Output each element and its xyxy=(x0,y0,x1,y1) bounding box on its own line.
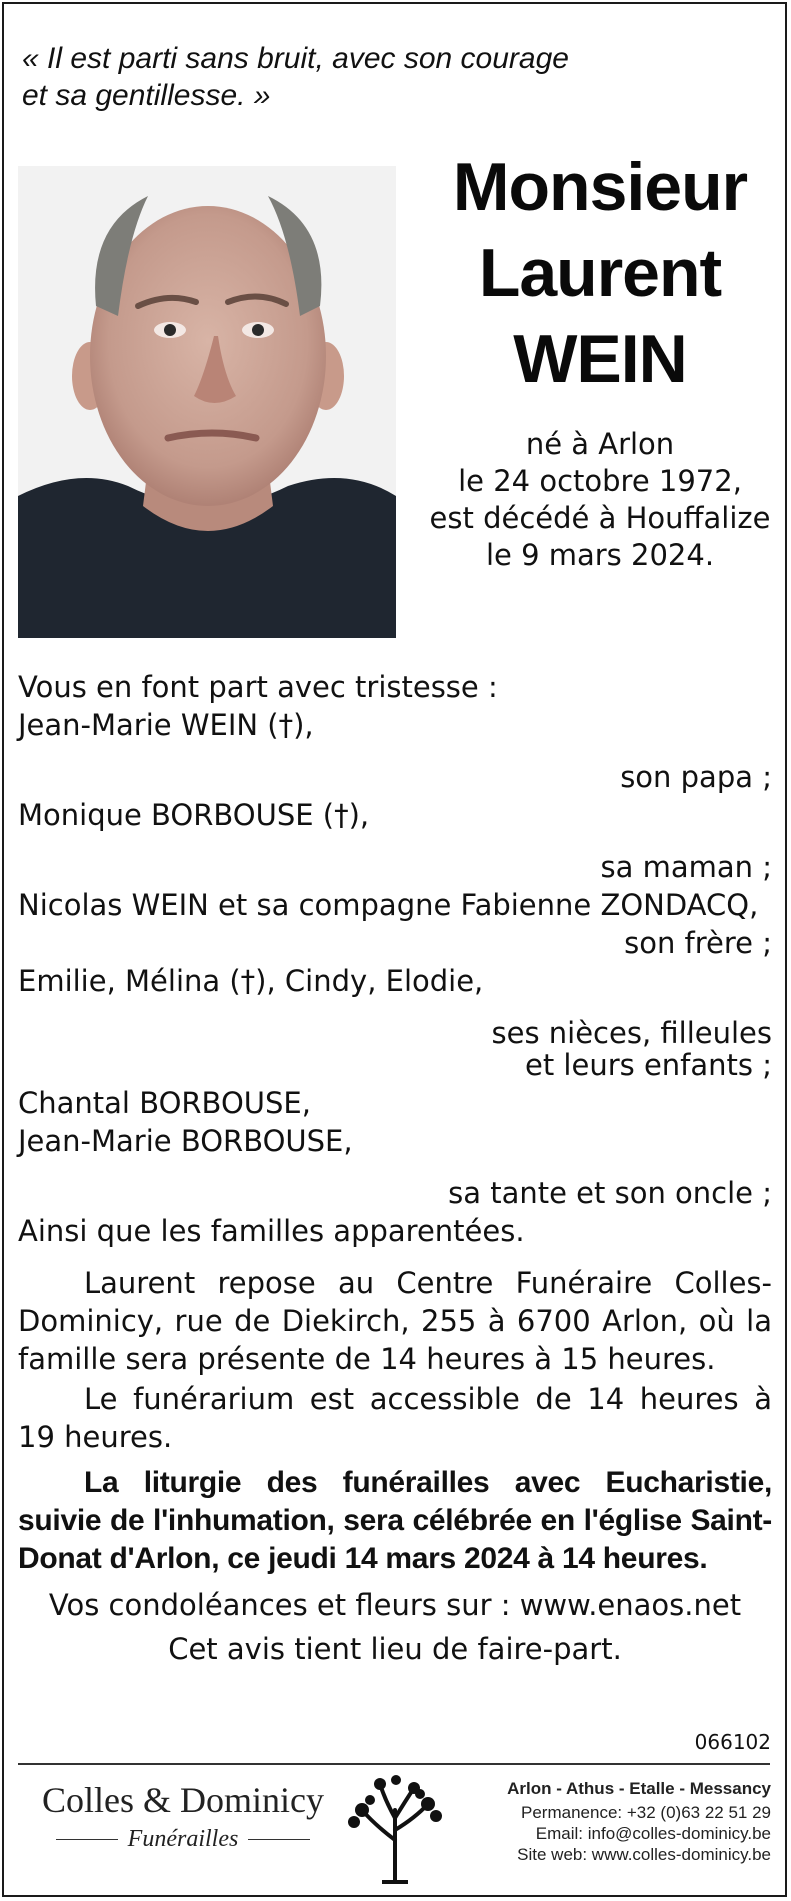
epitaph-quote: « Il est parti sans bruit, avec son courage et sa gentillesse. » xyxy=(22,42,569,112)
email-line: Email: info@colles-dominicy.be xyxy=(535,1824,771,1843)
name-title: Monsieur xyxy=(452,149,748,225)
family-member: Chantal BORBOUSE, xyxy=(18,1086,311,1120)
family-member: Jean-Marie WEIN (†), xyxy=(18,708,314,742)
family-member: Jean-Marie BORBOUSE, xyxy=(18,1124,353,1158)
family-relation: son frère ; xyxy=(624,926,772,960)
brand-name: Colles & Dominicy xyxy=(42,1780,324,1820)
family-relation: et leurs enfants ; xyxy=(524,1048,772,1082)
family-relation: son papa ; xyxy=(620,760,772,794)
towns-list: Arlon - Athus - Etalle - Messancy xyxy=(507,1779,771,1798)
name-last: WEIN xyxy=(513,321,687,397)
family-relation: sa maman ; xyxy=(600,850,772,884)
name-first: Laurent xyxy=(478,235,722,311)
life-dates xyxy=(410,426,790,574)
liturgy-paragraph: La liturgie des funérailles avec Eucharistie, suivie de l'inhumation, sera célébrée en l'église Saint-Donat d'Arlon, ce jeudi 14 mars 2024 à 14 heures. xyxy=(18,1466,772,1575)
divider xyxy=(56,1839,118,1840)
funeral-home-contact xyxy=(451,1776,771,1865)
closing-family: Ainsi que les familles apparentées. xyxy=(18,1214,525,1248)
divider xyxy=(248,1839,310,1840)
notice-line: Cet avis tient lieu de faire-part. xyxy=(168,1632,622,1666)
announcement-intro: Vous en font part avec tristesse : xyxy=(18,670,498,704)
family-member: Monique BORBOUSE (†), xyxy=(18,798,370,832)
announcement-body xyxy=(18,668,772,1668)
death-date: le 9 mars 2024. xyxy=(485,538,715,572)
family-member: Nicolas WEIN et sa compagne Fabienne ZONDACQ, xyxy=(18,888,759,922)
funerarium-paragraph: Le funérarium est accessible de 14 heures à 19 heures. xyxy=(18,1382,772,1454)
family-relation: sa tante et son oncle ; xyxy=(448,1176,772,1210)
repose-paragraph: Laurent repose au Centre Funéraire Colles-Dominicy, rue de Diekirch, 255 à 6700 Arlon, où la famille sera présente de 14 heures à 15 heures. xyxy=(18,1266,772,1376)
funeral-home-logo xyxy=(38,1780,328,1854)
tree-icon xyxy=(340,1770,450,1890)
website-line: Site web: www.colles-dominicy.be xyxy=(517,1845,771,1864)
deceased-name xyxy=(410,144,790,402)
brand-subtitle xyxy=(38,1824,328,1854)
footer-divider xyxy=(18,1763,770,1765)
phone-line: Permanence: +32 (0)63 22 51 29 xyxy=(521,1803,771,1822)
reference-number: 066102 xyxy=(694,1730,771,1754)
portrait-photo xyxy=(18,166,396,638)
birth-place: né à Arlon xyxy=(525,427,675,461)
birth-date: le 24 octobre 1972, xyxy=(458,464,742,498)
brand-sub-text: Funérailles xyxy=(127,1826,239,1852)
family-member: Emilie, Mélina (†), Cindy, Elodie, xyxy=(18,964,484,998)
condolences-line: Vos condoléances et fleurs sur : www.enaos.net xyxy=(48,1588,742,1622)
family-relation: ses nièces, filleules xyxy=(491,1016,772,1050)
death-place: est décédé à Houffalize xyxy=(429,501,771,535)
